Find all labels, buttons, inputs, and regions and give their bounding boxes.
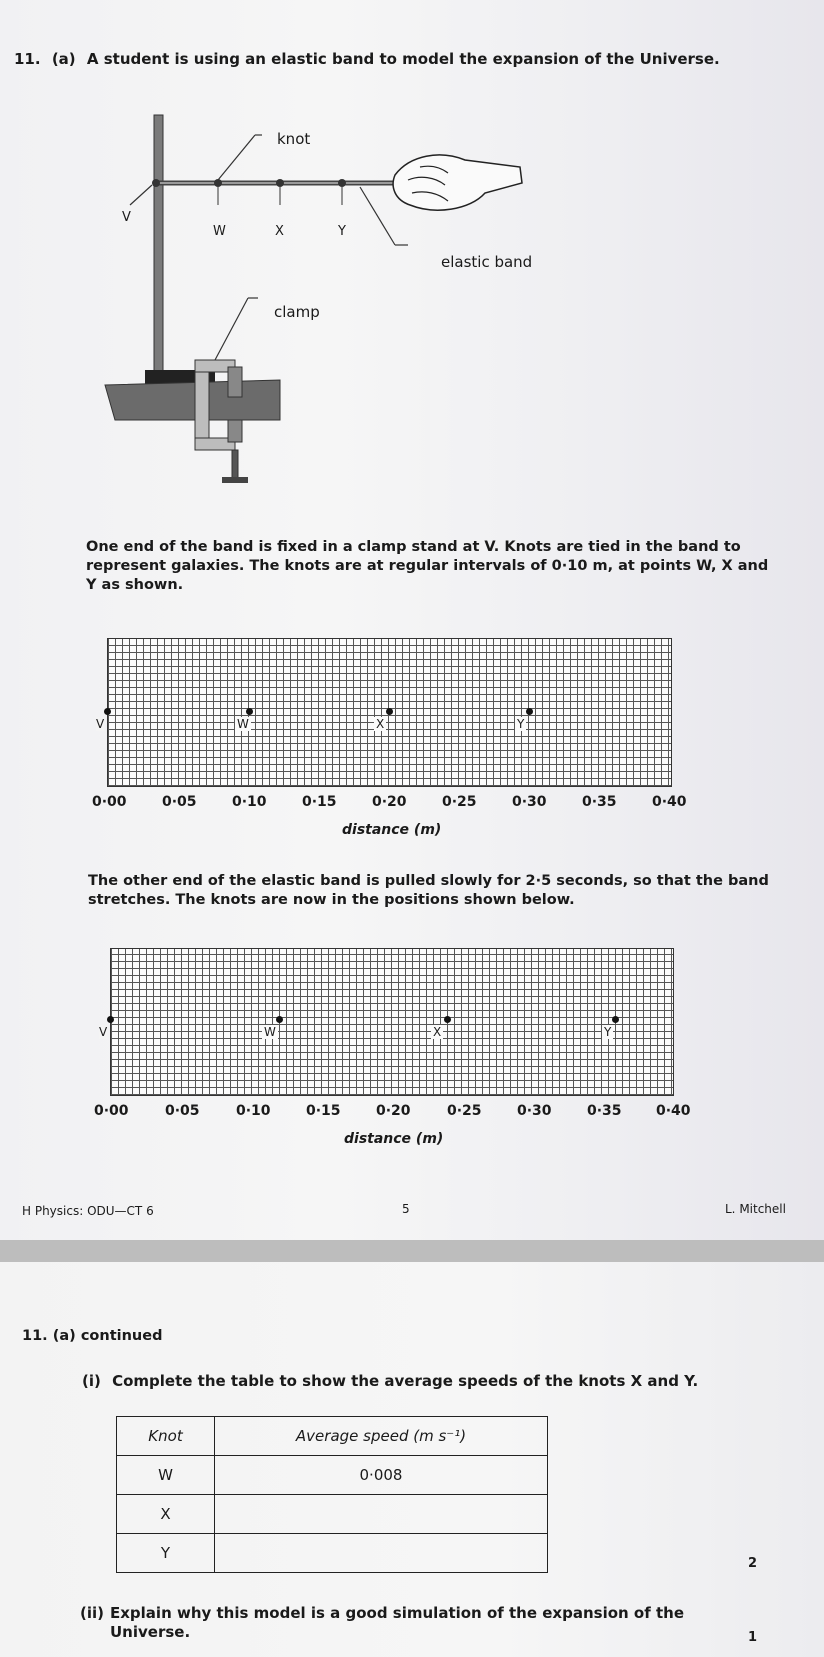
label-w: W	[213, 224, 226, 239]
point-w-after	[276, 1016, 283, 1023]
bench	[105, 380, 280, 420]
scale2-tick: 0·40	[656, 1103, 691, 1119]
question-text: A student is using an elastic band to model the expansion of the Universe.	[86, 50, 720, 68]
point-y-before	[526, 708, 533, 715]
footer-page-number: 5	[402, 1202, 410, 1216]
scale2-tick: 0·05	[165, 1103, 200, 1119]
header-knot: Knot	[117, 1417, 215, 1456]
question-i	[82, 1372, 698, 1390]
point-v-after	[107, 1016, 114, 1023]
question-header	[14, 50, 720, 68]
question-ii-text: Explain why this model is a good simulation of the expansion of the Universe.	[110, 1604, 684, 1641]
scale2-tick: 0·25	[447, 1103, 482, 1119]
scale1-tick: 0·20	[372, 794, 407, 810]
question-i-text: Complete the table to show the average speeds of the knots X and Y.	[112, 1372, 699, 1390]
label-v: V	[122, 210, 131, 225]
answer-cell-x-speed[interactable]	[215, 1495, 548, 1534]
scale2-label-y: Y	[604, 1025, 612, 1039]
scale2-tick: 0·30	[517, 1103, 552, 1119]
scale1-label-w: W	[237, 717, 249, 731]
scale1-tick: 0·00	[92, 794, 127, 810]
point-v-before	[104, 708, 111, 715]
scale2-tick: 0·20	[376, 1103, 411, 1119]
scale2-label-v: V	[99, 1025, 108, 1039]
scale1-tick: 0·35	[582, 794, 617, 810]
point-x-after	[444, 1016, 451, 1023]
label-knot: knot	[277, 130, 311, 148]
cell-knot: W	[117, 1456, 215, 1495]
scale1-tick: 0·30	[512, 794, 547, 810]
scale1-tick: 0·40	[652, 794, 687, 810]
question-ii-number: (ii)	[80, 1604, 104, 1622]
question-number: 11.	[14, 50, 41, 68]
point-y-after	[612, 1016, 619, 1023]
table-header-row	[117, 1417, 548, 1456]
scale2-label-x: X	[433, 1025, 442, 1039]
cell-knot: X	[117, 1495, 215, 1534]
intro-paragraph: One end of the band is fixed in a clamp stand at V. Knots are tied in the band to represent galaxies. The knots are at regular intervals of 0·10 m, at points W, X and Y as shown.	[86, 539, 769, 593]
scale1-label-x: X	[376, 717, 385, 731]
label-elastic-band: elastic band	[441, 253, 533, 271]
marks-part-i: 2	[748, 1556, 758, 1571]
scale1-tick: 0·15	[302, 794, 337, 810]
cell-knot: Y	[117, 1534, 215, 1573]
label-clamp: clamp	[274, 303, 320, 321]
footer-course: H Physics: ODU—CT 6	[22, 1204, 154, 1218]
table-row	[117, 1495, 548, 1534]
point-w-before	[246, 708, 253, 715]
stand-rod	[154, 115, 163, 375]
scale2-label-w: W	[264, 1025, 276, 1039]
scale1-tick: 0·05	[162, 794, 197, 810]
point-x-before	[386, 708, 393, 715]
scale1-label-y: Y	[517, 717, 525, 731]
scale1-label-v: V	[96, 717, 105, 731]
g-clamp	[195, 360, 248, 483]
label-y: Y	[338, 224, 346, 239]
question-part: (a)	[51, 50, 76, 68]
scale2-tick: 0·35	[587, 1103, 622, 1119]
table-row	[117, 1456, 548, 1495]
scale1-tick: 0·25	[442, 794, 477, 810]
continued-heading: 11. (a) continued	[22, 1328, 163, 1344]
elastic-band-apparatus-diagram	[90, 105, 570, 505]
scale2-axis-title: distance (m)	[344, 1131, 444, 1147]
question-ii	[80, 1604, 720, 1642]
answer-cell-y-speed[interactable]	[215, 1534, 548, 1573]
question-i-number: (i)	[82, 1372, 101, 1390]
scale1-axis-title: distance (m)	[342, 822, 442, 838]
stretch-paragraph: The other end of the elastic band is pulled slowly for 2·5 seconds, so that the band stretches. The knots are now in the positions shown below.	[88, 873, 769, 908]
speed-table	[116, 1416, 548, 1573]
scale2-tick: 0·15	[306, 1103, 341, 1119]
scale2-tick: 0·10	[236, 1103, 271, 1119]
scale2-tick: 0·00	[94, 1103, 129, 1119]
page-separator	[0, 1240, 824, 1262]
grid-after-stretch	[110, 948, 674, 1096]
hand-illustration	[393, 155, 522, 210]
header-average-speed: Average speed (m s⁻¹)	[215, 1417, 548, 1456]
table-row	[117, 1534, 548, 1573]
marks-part-ii: 1	[748, 1630, 758, 1645]
exam-page-6	[0, 1262, 824, 1657]
scale1-tick: 0·10	[232, 794, 267, 810]
label-x: X	[275, 224, 284, 239]
footer-author: L. Mitchell	[725, 1202, 786, 1216]
cell-speed: 0·008	[215, 1456, 548, 1495]
